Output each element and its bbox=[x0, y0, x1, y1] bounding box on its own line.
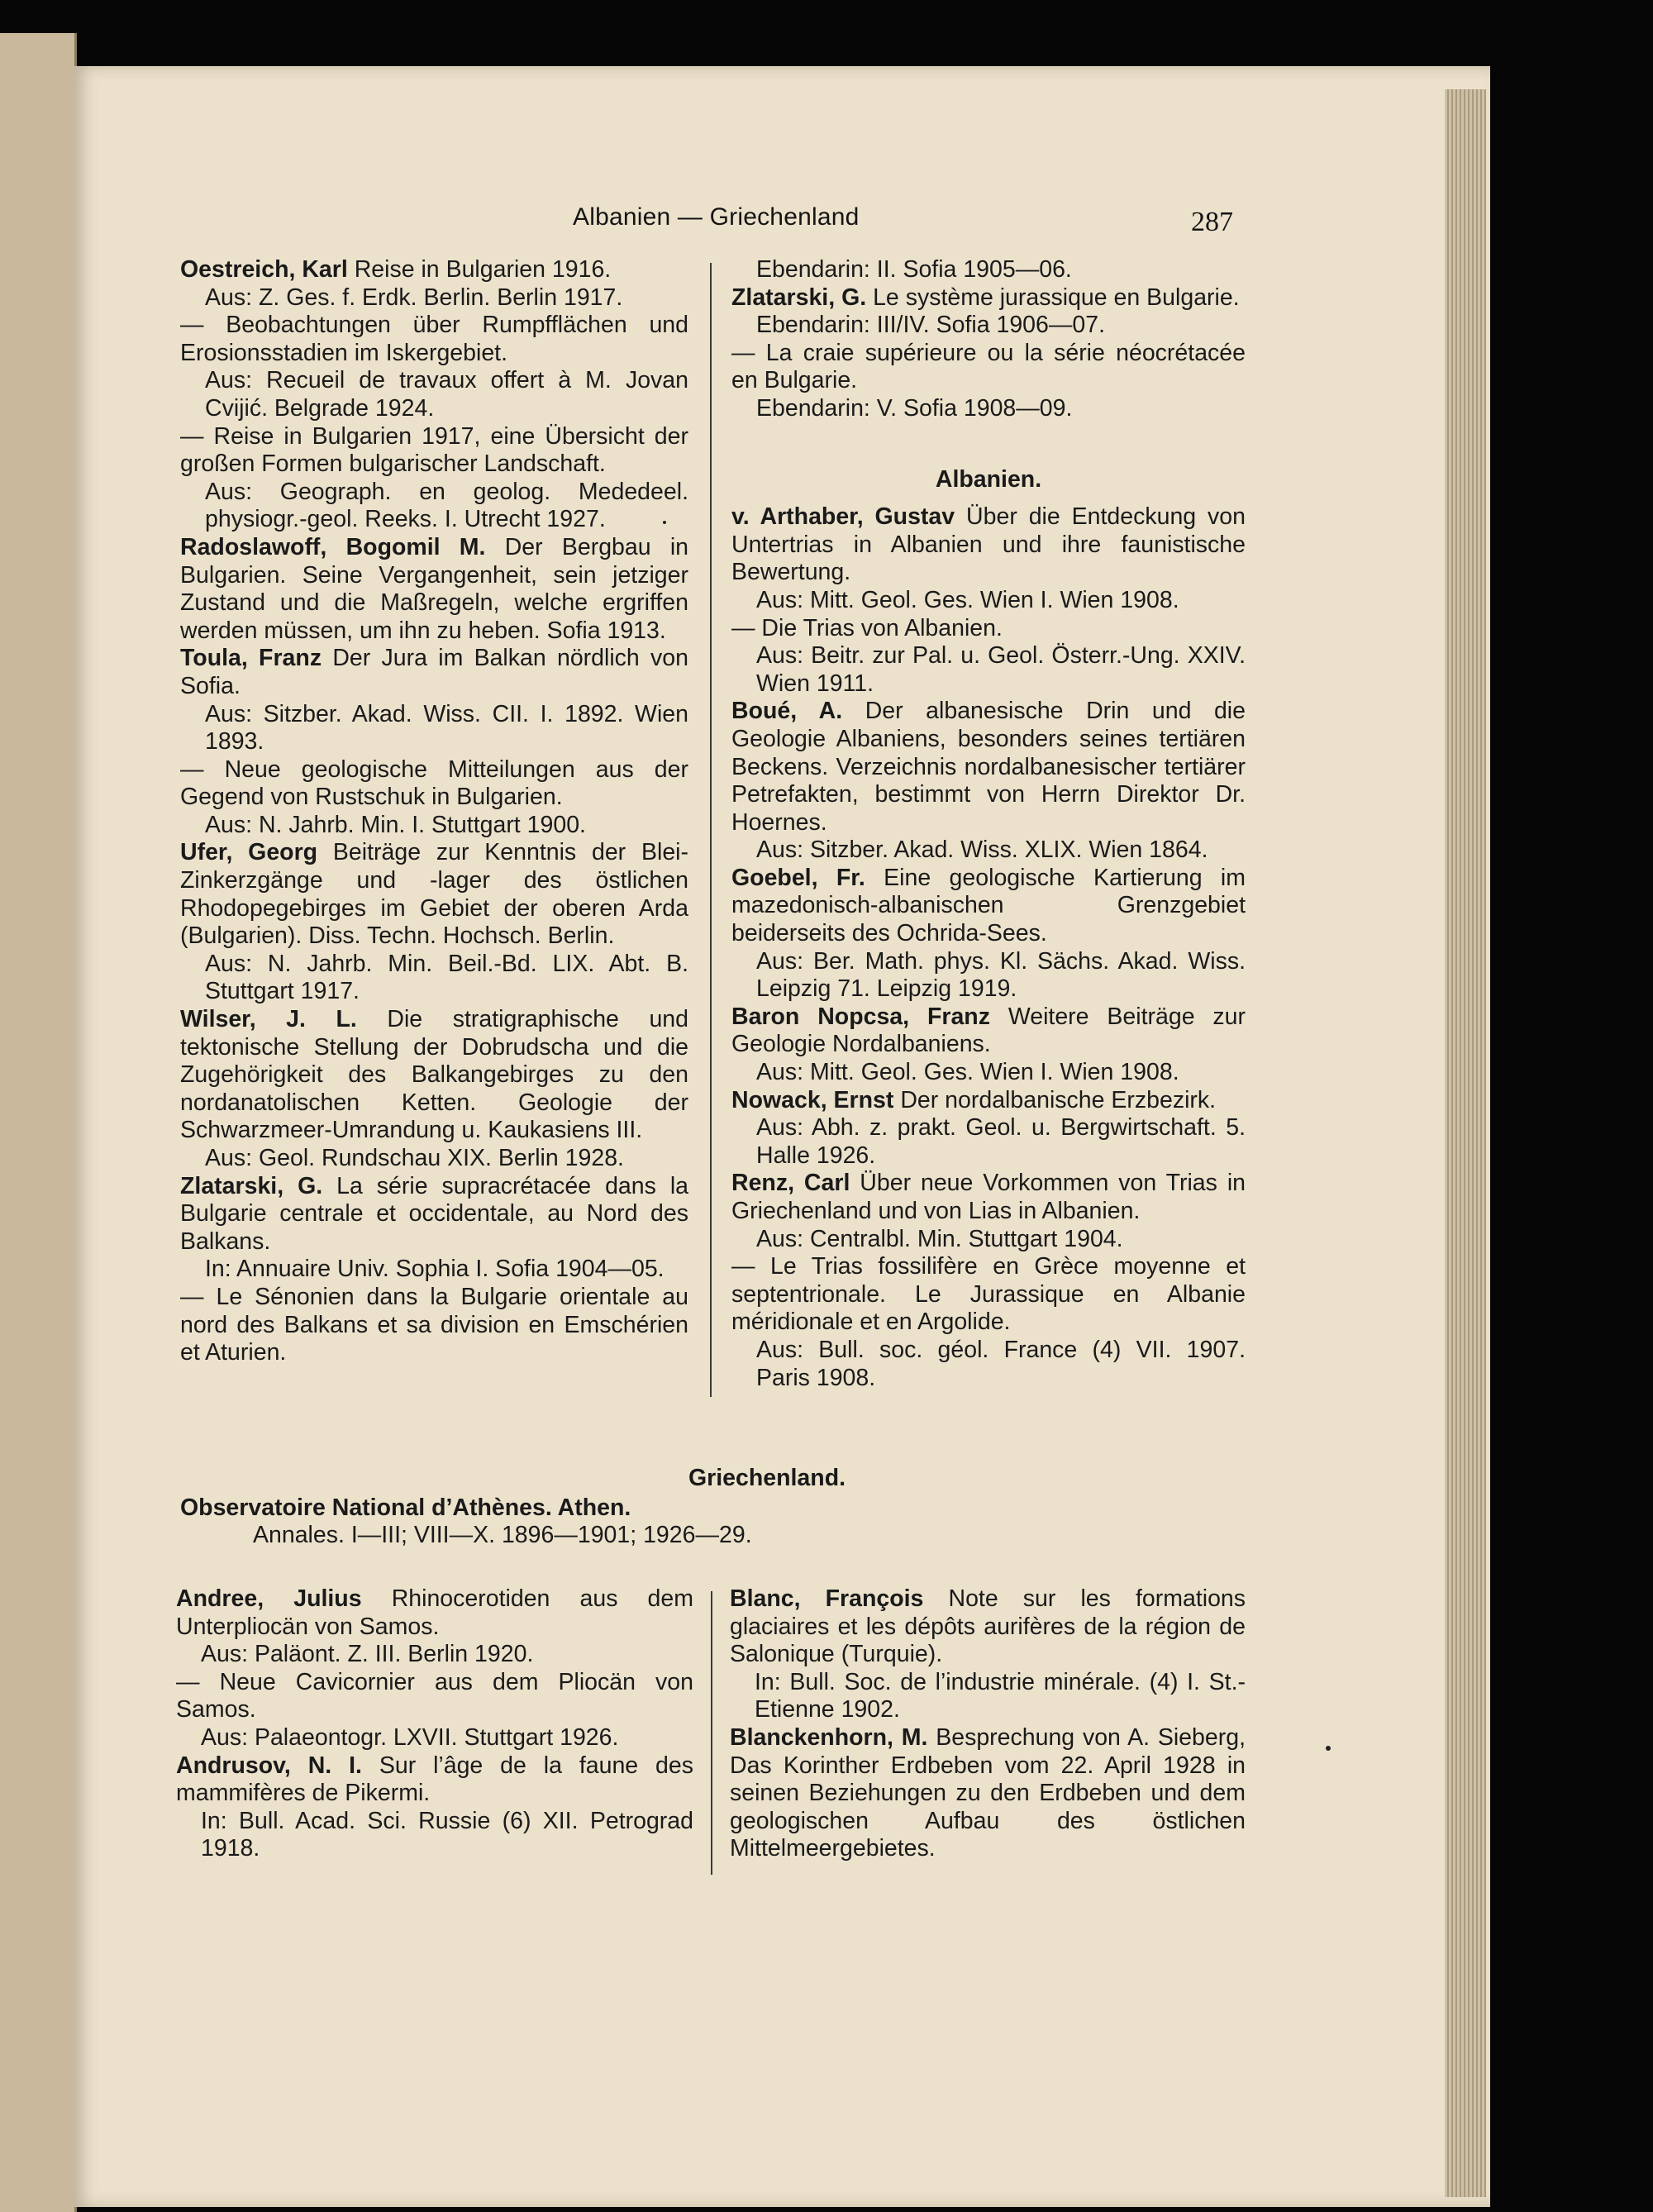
entry-source: Aus: Sitzber. Akad. Wiss. CII. I. 1892. Wien 1893. bbox=[205, 700, 688, 756]
entry-source: In: Bull. Soc. de l’industrie minérale. (4) I. St.-Etienne 1902. bbox=[755, 1668, 1246, 1723]
bibliography-entry bbox=[731, 256, 1246, 284]
entry-author: Zlatarski, G. bbox=[180, 1172, 323, 1199]
entry-title: Beiträge zur Kenntnis der Blei-Zinkerzgänge und -lager des östlichen Rhodopegebirges im Gebiet der oberen Arda (Bulgarien). Diss. Techn. Hochsch. Berlin. bbox=[180, 839, 688, 950]
bibliography-entry bbox=[176, 1752, 693, 1863]
entry-continuation: — Die Trias von Albanien. bbox=[731, 614, 1003, 641]
right-column-bottom bbox=[730, 1585, 1246, 1863]
bibliography-entry bbox=[731, 1004, 1246, 1087]
page-stack-edge bbox=[1445, 89, 1486, 2197]
entry-continuation: — Le Sénonien dans la Bulgarie orientale au nord des Balkans et sa division en Emschérien et Aturien. bbox=[180, 1283, 688, 1366]
entry-source: Ebendarin: V. Sofia 1908—09. bbox=[756, 394, 1073, 422]
bibliography-entry bbox=[730, 1585, 1246, 1724]
left-column-top bbox=[180, 256, 688, 1367]
bibliography-entry bbox=[731, 1087, 1246, 1170]
bibliography-entry bbox=[180, 534, 688, 645]
entry-continuation: — La craie supérieure ou la série néocrétacée en Bulgarie. bbox=[731, 339, 1246, 394]
entry-source: Aus: Bull. soc. géol. France (4) VII. 1907. Paris 1908. bbox=[756, 1336, 1246, 1391]
entry-continuation: — Le Trias fossilifère en Grèce moyenne et septentrionale. Le Jurassique en Albanie méridionale et en Argolide. bbox=[731, 1253, 1246, 1336]
entry-author: Blanckenhorn, M. bbox=[730, 1723, 928, 1751]
entry-author: Wilser, J. L. bbox=[180, 1006, 357, 1033]
bibliography-entry bbox=[180, 839, 688, 1006]
bibliography-entry bbox=[180, 256, 688, 534]
left-column-bottom bbox=[176, 1585, 693, 1863]
entry-source: Aus: Ber. Math. phys. Kl. Sächs. Akad. Wiss. Leipzig 71. Leipzig 1919. bbox=[756, 947, 1246, 1003]
entry-source: Aus: Paläont. Z. III. Berlin 1920. bbox=[201, 1641, 534, 1668]
right-column-top bbox=[731, 256, 1246, 1392]
entry-title: Weitere Beiträge zur Geologie Nordalbaniens. bbox=[731, 1003, 1246, 1058]
section-heading-albanien: Albanien. bbox=[935, 465, 1042, 493]
column-rule-top bbox=[710, 263, 712, 1397]
entry-author: v. Arthaber, Gustav bbox=[731, 503, 955, 531]
entry-author: Baron Nopcsa, Franz bbox=[731, 1003, 990, 1030]
entry-source: Aus: Abh. z. prakt. Geol. u. Bergwirtschaft. 5. Halle 1926. bbox=[756, 1114, 1246, 1169]
entry-source: Aus: Palaeontogr. LXVII. Stuttgart 1926. bbox=[201, 1723, 619, 1751]
entry-source: In: Annuaire Univ. Sophia I. Sofia 1904—05. bbox=[205, 1256, 665, 1283]
entry-source: Aus: Sitzber. Akad. Wiss. XLIX. Wien 1864. bbox=[756, 837, 1208, 864]
entry-author: Ufer, Georg bbox=[180, 839, 318, 866]
entry-title: Reise in Bulgarien 1916. bbox=[354, 256, 612, 283]
entry-source: Aus: Recueil de travaux offert à M. Jovan Cvijić. Belgrade 1924. bbox=[205, 367, 688, 422]
entry-author: Goebel, Fr. bbox=[731, 864, 865, 891]
entry-source: Aus: Mitt. Geol. Ges. Wien I. Wien 1908. bbox=[756, 586, 1179, 613]
previous-page-edge bbox=[0, 33, 77, 2212]
observatory-annales: Annales. I—III; VIII—X. 1896—1901; 1926—29. bbox=[253, 1522, 752, 1549]
entry-author: Zlatarski, G. bbox=[731, 284, 867, 311]
entry-source: Aus: N. Jahrb. Min. Beil.-Bd. LIX. Abt. B. Stuttgart 1917. bbox=[205, 950, 688, 1005]
entry-source: Aus: Beitr. zur Pal. u. Geol. Österr.-Ung. XXIV. Wien 1911. bbox=[756, 642, 1246, 697]
entry-continuation: — Neue Cavicornier aus dem Pliocän von Samos. bbox=[176, 1668, 693, 1723]
entry-title: Eine geologische Kartierung im mazedonisch-albanischen Grenzgebiet beiderseits des Ochrida-Sees. bbox=[731, 864, 1246, 947]
bibliography-entry bbox=[731, 865, 1246, 1004]
entry-title: Der nordalbanische Erzbezirk. bbox=[900, 1086, 1217, 1113]
bibliography-entry bbox=[731, 1170, 1246, 1392]
entry-source: In: Bull. Acad. Sci. Russie (6) XII. Petrograd 1918. bbox=[201, 1807, 693, 1862]
page-number: 287 bbox=[1191, 207, 1233, 237]
bibliography-entry bbox=[730, 1724, 1246, 1863]
speck-mark bbox=[1326, 1746, 1331, 1751]
entry-title: Über neue Vorkommen von Trias in Griechenland und von Lias in Albanien. bbox=[731, 1170, 1246, 1224]
bibliography-entry bbox=[180, 1173, 688, 1367]
entry-title: Le système jurassique en Bulgarie. bbox=[873, 284, 1240, 311]
entry-title: Der Jura im Balkan nördlich von Sofia. bbox=[180, 645, 688, 699]
bibliography-entry bbox=[731, 503, 1246, 698]
bibliography-entry bbox=[731, 284, 1246, 423]
speck-mark bbox=[663, 521, 666, 524]
entry-source: Aus: Geol. Rundschau XIX. Berlin 1928. bbox=[205, 1145, 624, 1171]
entry-source: Aus: Mitt. Geol. Ges. Wien I. Wien 1908. bbox=[756, 1059, 1179, 1086]
entry-title: Sur l’âge de la faune des mammifères de Pikermi. bbox=[176, 1752, 693, 1807]
entry-source: Aus: Centralbl. Min. Stuttgart 1904. bbox=[756, 1225, 1123, 1252]
entry-author: Oestreich, Karl bbox=[180, 256, 348, 283]
observatory-entry: Observatoire National d’Athènes. Athen. bbox=[180, 1494, 631, 1521]
entry-source: Ebendarin: III/IV. Sofia 1906—07. bbox=[756, 312, 1105, 339]
entry-author: Blanc, François bbox=[730, 1585, 924, 1612]
entry-author: Toula, Franz bbox=[180, 645, 322, 672]
entry-author: Boué, A. bbox=[731, 698, 843, 725]
column-rule-bottom bbox=[711, 1591, 712, 1875]
entry-source: Aus: Geograph. en geolog. Mededeel. physiogr.-geol. Reeks. I. Utrecht 1927. bbox=[205, 478, 688, 533]
bibliography-entry bbox=[180, 645, 688, 839]
entry-title: Der albanesische Drin und die Geologie Albaniens, besonders seines tertiären Beckens. Verzeichnis nordalbanesischer tertiärer Petrefakten, bestimmt von Herrn Direktor Dr. Hoernes. bbox=[731, 698, 1246, 836]
entry-title: Die stratigraphische und tektonische Stellung der Dobrudscha und die Zugehörigkeit des Balkangebirges zu den nordanatolischen Ketten. Geologie der Schwarzmeer-Umrandung u. Kaukasiens III. bbox=[180, 1006, 688, 1144]
entry-author: Radoslawoff, Bogomil M. bbox=[180, 533, 486, 560]
griechenland-section bbox=[180, 1465, 1246, 1550]
entry-continuation: — Beobachtungen über Rumpfflächen und Erosionsstadien im Iskergebiet. bbox=[180, 312, 688, 366]
entry-title: Der Bergbau in Bulgarien. Seine Vergangenheit, sein jetziger Zustand und die Maßregeln, welche ergriffen werden müssen, um ihn zu heben. Sofia 1913. bbox=[180, 533, 688, 644]
entry-author: Nowack, Ernst bbox=[731, 1086, 894, 1113]
entry-author: Andrusov, N. I. bbox=[176, 1752, 362, 1779]
bibliography-entry bbox=[176, 1585, 693, 1752]
entry-author: Andree, Julius bbox=[176, 1585, 362, 1612]
entry-author: Renz, Carl bbox=[731, 1170, 850, 1197]
entry-title: Besprechung von A. Sieberg, Das Korinther Erdbeben vom 22. April 1928 in seinen Beziehungen zu den Erdbeben und dem geologischen Aufbau des östlichen Mittelmeergebietes. bbox=[730, 1723, 1246, 1862]
entry-title: Über die Entdeckung von Untertrias in Albanien und ihre faunistische Bewertung. bbox=[731, 503, 1246, 586]
entry-title: La série supracrétacée dans la Bulgarie centrale et occidentale, au Nord des Balkans. bbox=[180, 1172, 688, 1255]
entry-title: Ebendarin: II. Sofia 1905—06. bbox=[756, 256, 1072, 283]
entry-source: Aus: N. Jahrb. Min. I. Stuttgart 1900. bbox=[205, 811, 586, 838]
bibliography-entry bbox=[731, 698, 1246, 865]
entry-continuation: — Reise in Bulgarien 1917, eine Übersicht der großen Formen bulgarischer Landschaft. bbox=[180, 422, 688, 478]
running-head: Albanien — Griechenland bbox=[573, 203, 860, 231]
entry-title: Rhinocerotiden aus dem Unterpliocän von Samos. bbox=[176, 1585, 693, 1640]
section-heading-griechenland: Griechenland. bbox=[688, 1465, 846, 1491]
entry-source: Aus: Z. Ges. f. Erdk. Berlin. Berlin 1917. bbox=[205, 284, 623, 311]
bibliography-entry bbox=[180, 1006, 688, 1173]
entry-title: Note sur les formations glaciaires et les dépôts aurifères de la région de Salonique (Turquie). bbox=[730, 1585, 1246, 1668]
entry-continuation: — Neue geologische Mitteilungen aus der Gegend von Rustschuk in Bulgarien. bbox=[180, 756, 688, 811]
